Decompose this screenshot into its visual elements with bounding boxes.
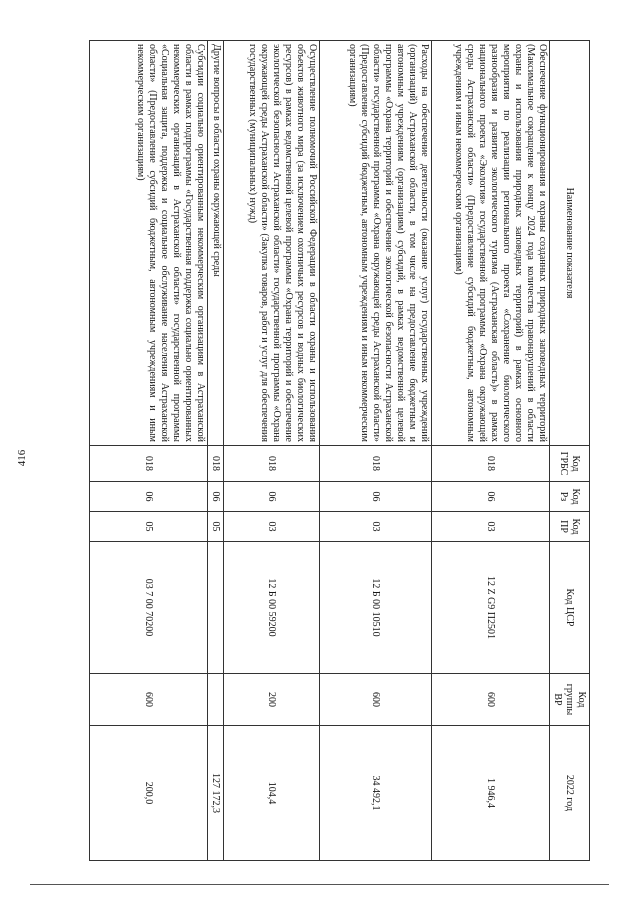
row-csr: 12 Б 00 59200 [224,542,320,674]
header-grbs: Код ГРБС [550,446,590,482]
row-value: 34 492,1 [320,726,432,861]
row-csr: 03 7 00 70200 [90,542,208,674]
row-pr: 05 [90,512,208,542]
row-vr: 200 [224,674,320,726]
table-row [320,41,432,861]
row-name: Другие вопросы в области охраны окружающей среды [208,41,224,446]
table-row [90,41,208,861]
row-vr: 600 [432,674,550,726]
row-vr [208,674,224,726]
table-row [208,41,224,861]
budget-table [89,40,590,861]
table-row [224,41,320,861]
row-value: 127 172,3 [208,726,224,861]
row-rz: 06 [208,482,224,512]
header-rz: Код Рз [550,482,590,512]
row-rz: 06 [90,482,208,512]
row-vr: 600 [320,674,432,726]
header-name: Наименование показателя [550,41,590,446]
row-grbs: 018 [432,446,550,482]
row-pr: 03 [224,512,320,542]
row-name: Обеспечение функционирования и охраны созданных природных заповедных территорий (Максимальное сокращение к концу 2024 года количества правонарушений в области охраны и использования природных заповедных территорий) в рамках основного мероприятия по реализации регионального проекта «Сохранение биологического разнообразия и развитие экологического туризма (Астраханская область)» в рамках национального проекта «Экология» государственной программы «Охрана окружающей среды Астраханской области» (Предоставление субсидий бюджетным, автономным учреждениям и иным некоммерческим организациям) [432,41,550,446]
row-rz: 06 [432,482,550,512]
page-number: 416 [16,449,28,467]
row-name: Субсидии социально ориентированным некоммерческим организациям в Астраханской области в рамках подпрограммы «Государственная поддержка социально ориентированных некоммерческих организаций в Астраханской области» государственной программы «Социальная защита, поддержка и социальное обслуживание населения Астраханской области» (Предоставление субсидий бюджетным, автономным учреждениям и иным некоммерческим организациям) [90,41,208,446]
row-pr: 03 [432,512,550,542]
row-pr: 03 [320,512,432,542]
row-grbs: 018 [208,446,224,482]
row-rz: 06 [320,482,432,512]
bottom-rule [30,884,609,885]
row-csr: 12 Б 00 10510 [320,542,432,674]
row-value: 104,4 [224,726,320,861]
row-rz: 06 [224,482,320,512]
row-grbs: 018 [90,446,208,482]
row-grbs: 018 [320,446,432,482]
row-name: Расходы на обеспечение деятельности (оказание услуг) государственных учреждений (организаций) Астраханской области, в том числе на предоставление бюджетным и автономным учреждениям (организациям) субсидий, в рамках ведомственной целевой программы «Охрана территорий и обеспечение экологической безопасности Астраханской области» государственной программы «Охрана окружающей среды Астраханской области» (Предоставление субсидий бюджетным, автономным учреждениям и иным некоммерческим организациям) [320,41,432,446]
table-row [432,41,550,861]
row-pr: 05 [208,512,224,542]
rotated-table-wrapper [90,40,590,860]
header-csr: Код ЦСР [550,542,590,674]
row-grbs: 018 [224,446,320,482]
row-vr: 600 [90,674,208,726]
row-name: Осуществление полномочий Российской Федерации в области охраны и использования объектов животного мира (за исключением охотничьих ресурсов и водных биологических ресурсов) в рамках ведомственной целевой программы «Охрана территорий и обеспечение экологической безопасности Астраханской области» государственной программы «Охрана окружающей среды Астраханской области» (Закупка товаров, работ и услуг для обеспечения государственных (муниципальных) нужд) [224,41,320,446]
row-csr [208,542,224,674]
row-value: 200,0 [90,726,208,861]
row-value: 1 946,4 [432,726,550,861]
row-csr: 12 Z G9 П2501 [432,542,550,674]
header-year: 2022 год [550,726,590,861]
header-row [550,41,590,861]
header-vr: Код группы ВР [550,674,590,726]
header-pr: Код ПР [550,512,590,542]
